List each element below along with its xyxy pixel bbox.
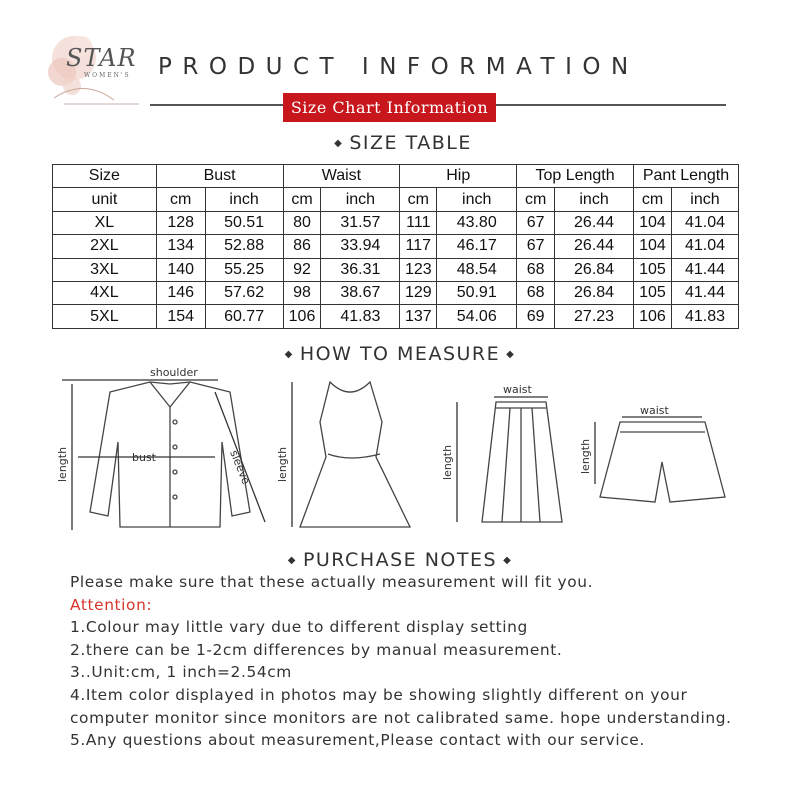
shorts-length-label: length bbox=[579, 438, 592, 474]
size-cell: 4XL bbox=[53, 281, 157, 304]
size-table bbox=[52, 164, 739, 329]
measurement-cell: 48.54 bbox=[437, 258, 517, 281]
measurement-cell: 38.67 bbox=[321, 281, 400, 304]
attention-label: Attention: bbox=[70, 595, 153, 614]
size-table-heading: ◆ SIZE TABLE bbox=[334, 132, 472, 154]
measurement-cell: 117 bbox=[400, 235, 437, 258]
unit-cell: cm bbox=[517, 188, 555, 211]
table-header-cell: Bust bbox=[156, 165, 283, 188]
size-cell: 2XL bbox=[53, 235, 157, 258]
measurement-cell: 68 bbox=[517, 258, 555, 281]
measurement-cell: 54.06 bbox=[437, 305, 517, 328]
sleeve-label: sleeve bbox=[227, 448, 253, 487]
diamond-icon: ◆ bbox=[334, 138, 344, 149]
measurement-cell: 41.44 bbox=[671, 281, 738, 304]
measurement-cell: 104 bbox=[634, 211, 672, 234]
measurement-cell: 50.51 bbox=[205, 211, 283, 234]
measurement-cell: 105 bbox=[634, 281, 672, 304]
measurement-cell: 104 bbox=[634, 235, 672, 258]
unit-cell: cm bbox=[156, 188, 205, 211]
skirt-waist-label: waist bbox=[503, 383, 532, 396]
measurement-cell: 154 bbox=[156, 305, 205, 328]
measurement-cell: 129 bbox=[400, 281, 437, 304]
size-cell: XL bbox=[53, 211, 157, 234]
diamond-icon: ◆ bbox=[287, 555, 297, 566]
unit-cell: inch bbox=[555, 188, 634, 211]
dress-length-label: length bbox=[276, 446, 289, 482]
table-header-cell: Hip bbox=[400, 165, 517, 188]
shorts-waist-label: waist bbox=[640, 404, 669, 417]
bust-label: bust bbox=[132, 451, 156, 464]
table-header-cell: Pant Length bbox=[634, 165, 739, 188]
diamond-icon: ◆ bbox=[503, 555, 513, 566]
measurement-cell: 69 bbox=[517, 305, 555, 328]
unit-cell: unit bbox=[53, 188, 157, 211]
measurement-cell: 67 bbox=[517, 235, 555, 258]
skirt-diagram bbox=[441, 383, 562, 522]
shirt-diagram bbox=[56, 366, 265, 530]
page-title: PRODUCT INFORMATION bbox=[158, 54, 639, 80]
purchase-notes-heading: ◆ PURCHASE NOTES ◆ bbox=[287, 549, 513, 571]
measurement-cell: 41.04 bbox=[671, 211, 738, 234]
table-row bbox=[53, 281, 739, 304]
table-header-cell: Top Length bbox=[517, 165, 634, 188]
dress-diagram bbox=[276, 382, 410, 527]
table-header-cell: Waist bbox=[283, 165, 400, 188]
table-header-row bbox=[53, 165, 739, 188]
measurement-cell: 123 bbox=[400, 258, 437, 281]
table-header-cell: Size bbox=[53, 165, 157, 188]
note-line: 4.Item color displayed in photos may be showing slightly different on your bbox=[70, 685, 688, 704]
note-line: 3..Unit:cm, 1 inch=2.54cm bbox=[70, 663, 292, 682]
unit-cell: cm bbox=[400, 188, 437, 211]
note-line: 5.Any questions about measurement,Please contact with our service. bbox=[70, 731, 645, 750]
measurement-cell: 41.04 bbox=[671, 235, 738, 258]
measurement-cell: 140 bbox=[156, 258, 205, 281]
measurement-cell: 80 bbox=[283, 211, 321, 234]
measurement-cell: 50.91 bbox=[437, 281, 517, 304]
shorts-diagram bbox=[579, 404, 725, 502]
unit-cell: inch bbox=[671, 188, 738, 211]
measurement-cell: 41.44 bbox=[671, 258, 738, 281]
unit-cell: inch bbox=[321, 188, 400, 211]
measurement-cell: 111 bbox=[400, 211, 437, 234]
note-line: 1.Colour may little vary due to different display setting bbox=[70, 618, 528, 637]
measurement-cell: 86 bbox=[283, 235, 321, 258]
diamond-icon: ◆ bbox=[506, 349, 516, 360]
measurement-cell: 60.77 bbox=[205, 305, 283, 328]
table-row bbox=[53, 235, 739, 258]
logo-text: STAR bbox=[66, 44, 137, 72]
measurement-cell: 98 bbox=[283, 281, 321, 304]
table-unit-row bbox=[53, 188, 739, 211]
unit-cell: inch bbox=[205, 188, 283, 211]
note-line: 2.there can be 1-2cm differences by manual measurement. bbox=[70, 640, 563, 659]
measurement-cell: 134 bbox=[156, 235, 205, 258]
note-line: computer monitor since monitors are not calibrated same. hope understanding. bbox=[70, 708, 732, 727]
how-to-measure-heading: ◆ HOW TO MEASURE ◆ bbox=[284, 343, 516, 365]
measurement-cell: 106 bbox=[283, 305, 321, 328]
measurement-cell: 46.17 bbox=[437, 235, 517, 258]
measurement-cell: 68 bbox=[517, 281, 555, 304]
measurement-cell: 67 bbox=[517, 211, 555, 234]
measurement-cell: 146 bbox=[156, 281, 205, 304]
table-row bbox=[53, 305, 739, 328]
size-cell: 3XL bbox=[53, 258, 157, 281]
measurement-cell: 52.88 bbox=[205, 235, 283, 258]
measurement-cell: 27.23 bbox=[555, 305, 634, 328]
measurement-cell: 41.83 bbox=[321, 305, 400, 328]
measure-diagrams bbox=[50, 362, 750, 542]
measurement-cell: 33.94 bbox=[321, 235, 400, 258]
garment-diagrams bbox=[50, 362, 750, 542]
measurement-cell: 41.83 bbox=[671, 305, 738, 328]
measurement-cell: 26.84 bbox=[555, 258, 634, 281]
table-row bbox=[53, 211, 739, 234]
measurement-cell: 106 bbox=[634, 305, 672, 328]
unit-cell: cm bbox=[283, 188, 321, 211]
size-chart-badge: Size Chart Information bbox=[283, 93, 496, 122]
logo-subtext: WOMEN'S bbox=[84, 72, 131, 79]
measurement-cell: 31.57 bbox=[321, 211, 400, 234]
table-row bbox=[53, 258, 739, 281]
measurement-cell: 26.84 bbox=[555, 281, 634, 304]
unit-cell: inch bbox=[437, 188, 517, 211]
size-cell: 5XL bbox=[53, 305, 157, 328]
measurement-cell: 105 bbox=[634, 258, 672, 281]
measurement-cell: 92 bbox=[283, 258, 321, 281]
measurement-cell: 26.44 bbox=[555, 211, 634, 234]
measurement-cell: 36.31 bbox=[321, 258, 400, 281]
measurement-cell: 57.62 bbox=[205, 281, 283, 304]
measurement-cell: 128 bbox=[156, 211, 205, 234]
skirt-length-label: length bbox=[441, 444, 454, 480]
shirt-length-label: length bbox=[56, 446, 69, 482]
purchase-notes bbox=[70, 571, 732, 752]
measurement-cell: 26.44 bbox=[555, 235, 634, 258]
notes-intro: Please make sure that these actually measurement will fit you. bbox=[70, 573, 594, 591]
measurement-cell: 43.80 bbox=[437, 211, 517, 234]
measurement-cell: 137 bbox=[400, 305, 437, 328]
shoulder-label: shoulder bbox=[150, 366, 198, 379]
diamond-icon: ◆ bbox=[284, 349, 294, 360]
unit-cell: cm bbox=[634, 188, 672, 211]
measurement-cell: 55.25 bbox=[205, 258, 283, 281]
